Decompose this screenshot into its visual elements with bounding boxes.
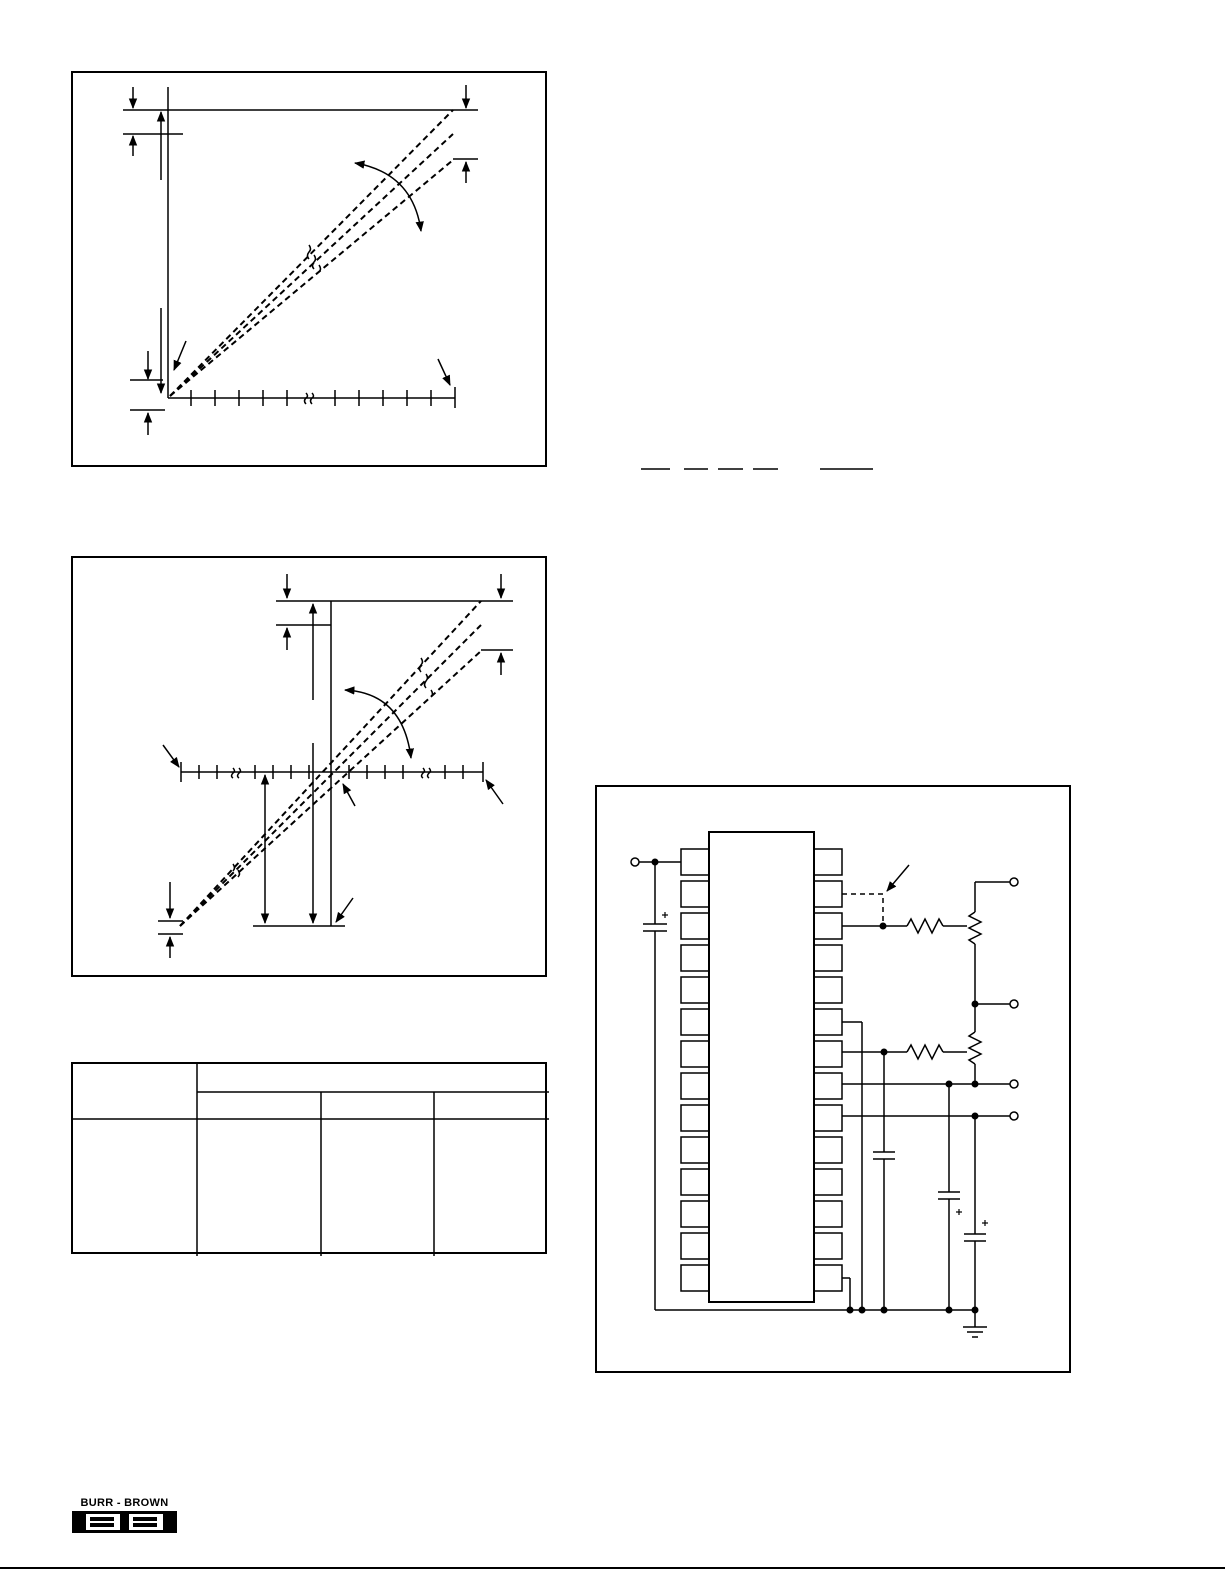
unipolar-transfer-diagram: [71, 71, 547, 467]
bipolar-transfer-svg: [73, 558, 549, 979]
bipolar-transfer-diagram: [71, 556, 547, 977]
table-grid: [73, 1064, 549, 1256]
bb-logo-mark: [72, 1511, 177, 1533]
ic-package: [709, 832, 814, 1302]
left-pins: [681, 849, 709, 1291]
right-pins: [814, 849, 842, 1291]
circuit-svg: [597, 787, 1073, 1375]
company-name: BURR - BROWN: [80, 1497, 169, 1509]
transfer-lines: [170, 110, 453, 396]
footer-rule: [0, 1567, 1225, 1569]
adjustment-table: [71, 1062, 547, 1254]
calibration-circuit-diagram: [595, 785, 1071, 1373]
unipolar-transfer-svg: [73, 73, 549, 469]
burr-brown-logo: [72, 1497, 177, 1535]
